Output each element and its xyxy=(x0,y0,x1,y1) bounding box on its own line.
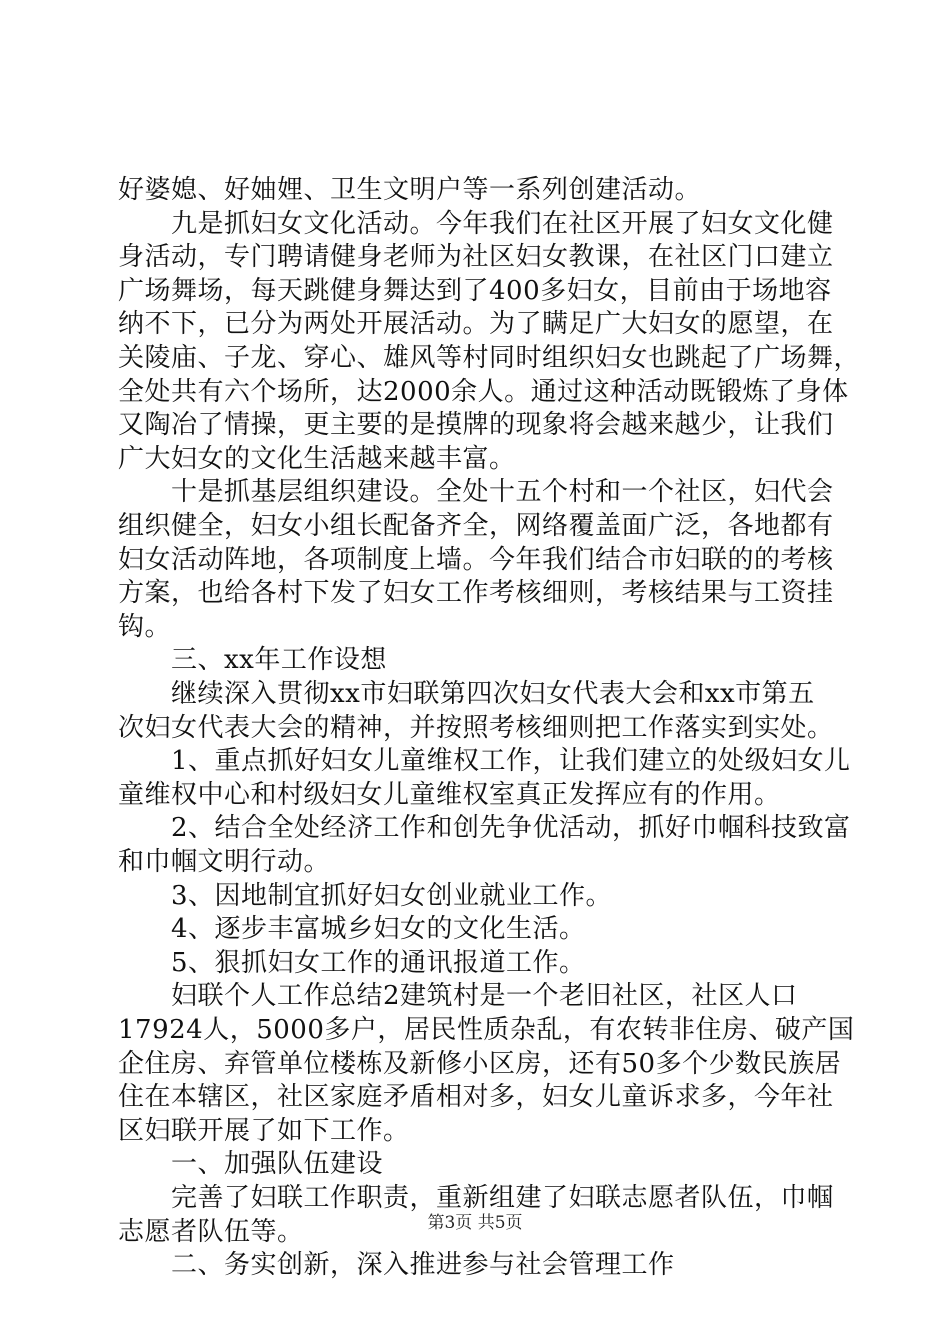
body-text-line: 区妇联开展了如下工作。 xyxy=(118,1115,410,1146)
body-text-line: 妇联个人工作总结2建筑村是一个老旧社区，社区人口 xyxy=(118,981,798,1012)
body-text-line: 继续深入贯彻xx市妇联第四次妇女代表大会和xx市第五 xyxy=(118,679,815,709)
body-text-line: 住在本辖区，社区家庭矛盾相对多，妇女儿童诉求多，今年社 xyxy=(118,1082,834,1113)
body-text-line: 组织健全，妇女小组长配备齐全，网络覆盖面广泛，各地都有 xyxy=(118,511,834,541)
body-text-line: 身活动，专门聘请健身老师为社区妇女教课，在社区门口建立 xyxy=(118,242,834,273)
body-text-line: 全处共有六个场所，达2000余人。通过这种活动既锻炼了身体 xyxy=(118,376,849,407)
body-text-line: 好婆媳、好妯娌、卫生文明户等一系列创建活动。 xyxy=(118,175,702,205)
body-text-line: 妇女活动阵地，各项制度上墙。今年我们结合市妇联的的考核 xyxy=(118,544,834,575)
body-text-line: 完善了妇联工作职责，重新组建了妇联志愿者队伍，巾帼 xyxy=(118,1183,834,1213)
body-text-line: 志愿者队伍等。 xyxy=(118,1216,304,1247)
body-text-line: 钩。 xyxy=(118,611,172,642)
body-text-line: 企住房、弃管单位楼栋及新修小区房，还有50多个少数民族居 xyxy=(118,1048,842,1079)
body-text-line: 纳不下，已分为两处开展活动。为了瞒足广大妇女的愿望，在 xyxy=(118,309,834,340)
list-item-line: 3、因地制宜抓好妇女创业就业工作。 xyxy=(118,880,613,911)
body-text-line: 二、务实创新，深入推进参与社会管理工作 xyxy=(118,1250,675,1281)
body-text-line: 17924人，5000多户，居民性质杂乱，有农转非住房、破产国 xyxy=(118,1015,855,1045)
body-text-line: 十是抓基层组织建设。全处十五个村和一个社区，妇代会 xyxy=(118,477,834,508)
body-text-line: 又陶冶了情操，更主要的是摸牌的现象将会越来越少，让我们 xyxy=(118,410,834,441)
body-text-line: 九是抓妇女文化活动。今年我们在社区开展了妇女文化健 xyxy=(118,208,834,239)
body-text-line: 次妇女代表大会的精神，并按照考核细则把工作落实到实处。 xyxy=(118,712,834,743)
list-item-line: 2、结合全处经济工作和创先争优活动，抓好巾帼科技致富 xyxy=(118,813,851,844)
body-text-line: 方案，也给各村下发了妇女工作考核细则，考核结果与工资挂 xyxy=(118,578,834,609)
list-item-line: 1、重点抓好妇女儿童维权工作，让我们建立的处级妇女儿 xyxy=(118,746,851,777)
body-text-line: 一、加强队伍建设 xyxy=(118,1149,384,1180)
list-item-line: 和巾帼文明行动。 xyxy=(118,847,331,877)
list-item-line: 4、逐步丰富城乡妇女的文化生活。 xyxy=(118,914,586,945)
page-footer: 第3页 共5页 xyxy=(427,1213,523,1233)
list-item-line: 5、狠抓妇女工作的通讯报道工作。 xyxy=(118,947,586,978)
section-heading: 三、xx年工作设想 xyxy=(118,645,387,676)
list-item-line: 童维权中心和村级妇女儿童维权室真正发挥应有的作用。 xyxy=(118,779,781,810)
body-text-line: 关陵庙、子龙、穿心、雄风等村同时组织妇女也跳起了广场舞， xyxy=(118,343,861,373)
body-text-line: 广大妇女的文化生活越来越丰富。 xyxy=(118,443,516,474)
body-text-line: 广场舞场，每天跳健身舞达到了400多妇女，目前由于场地容 xyxy=(118,275,832,306)
